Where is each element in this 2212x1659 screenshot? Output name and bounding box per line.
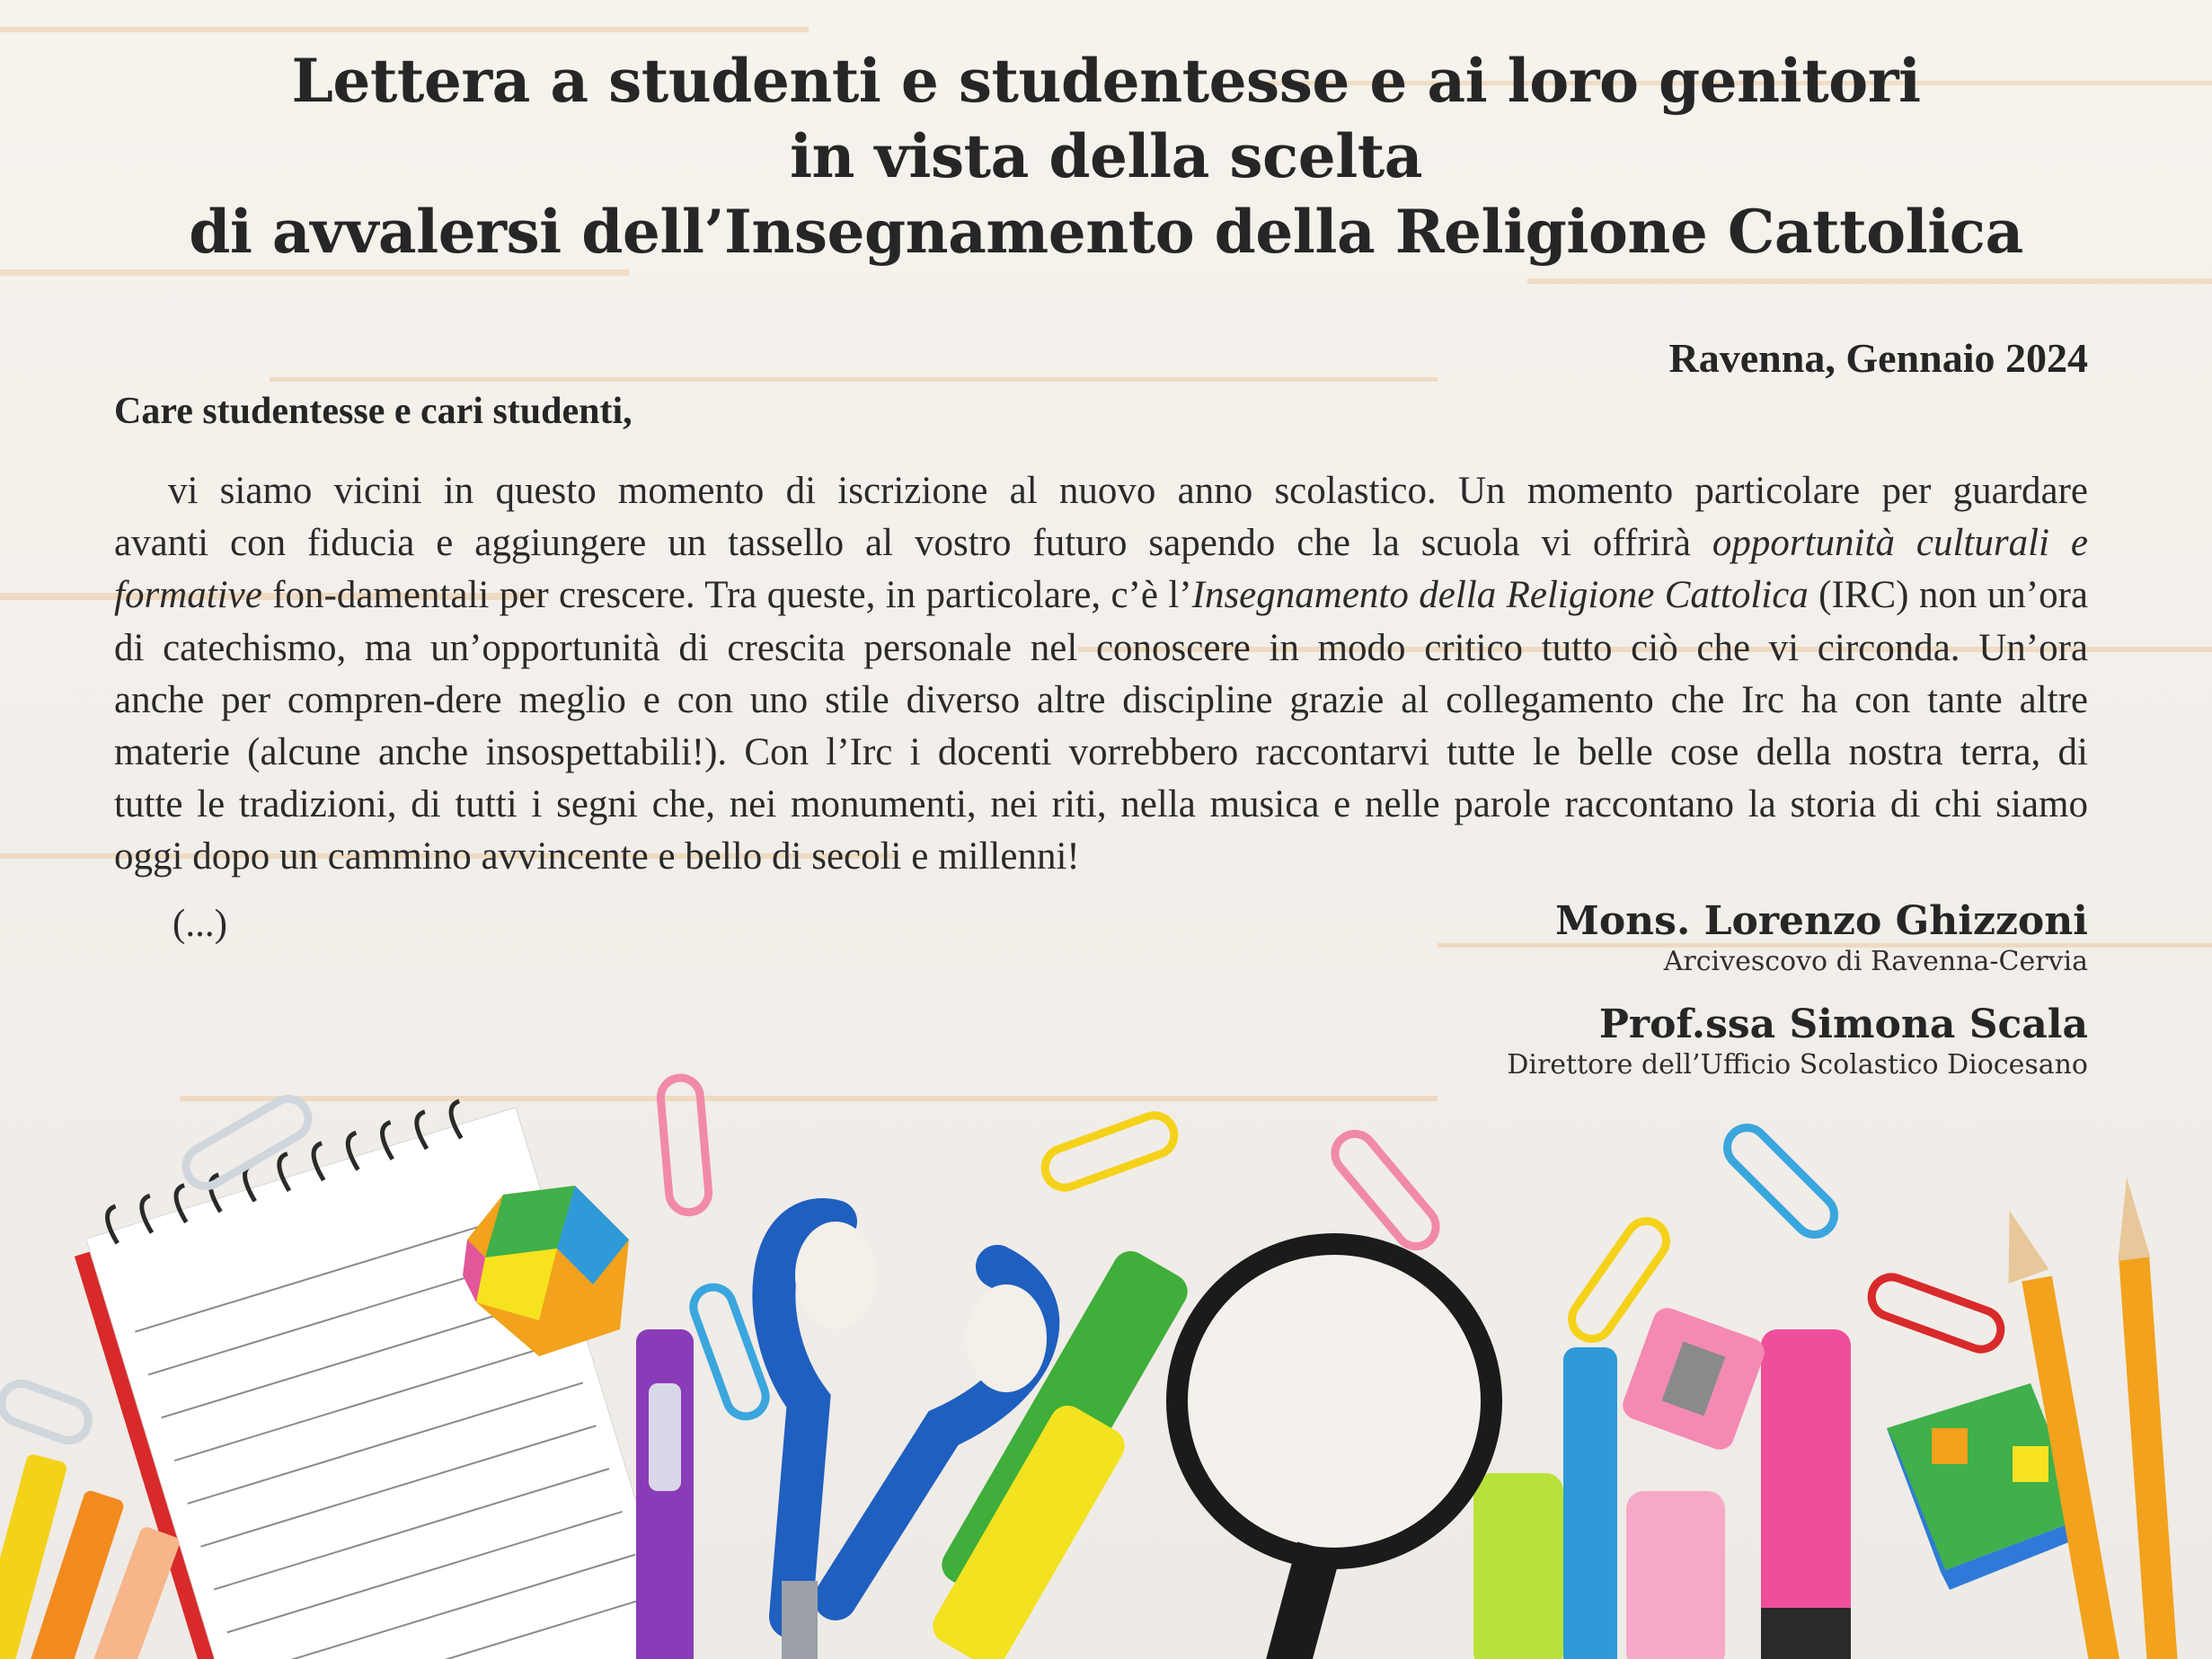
signer-role: Direttore dell’Ufficio Scolastico Diocesano <box>1507 1049 2088 1081</box>
letter-date: Ravenna, Gennaio 2024 <box>1668 335 2088 381</box>
signer-role: Arcivescovo di Ravenna-Cervia <box>1663 946 2088 977</box>
title-line-3: di avvalersi dell’Insegnamento della Religione Cattolica <box>189 197 2023 267</box>
signer-name: Mons. Lorenzo Ghizzoni <box>1555 898 2088 944</box>
salutation: Care studentesse e cari studenti, <box>114 391 633 432</box>
pen-icon <box>636 1329 694 1659</box>
letter-title <box>0 43 2212 269</box>
body-line: materie (alcune anche insospettabili!). Con l’Irc i docenti vorrebbero raccontarvi tutte le belle cose della nostra terra, di <box>114 731 2088 774</box>
body-line: tutte le tradizioni, di tutti i segni che, nei monumenti, nei riti, nella musica e nelle parole raccontano la storia di chi siamo <box>114 783 2088 826</box>
body-line: anche per compren-dere meglio e con uno stile diverso altre discipline grazie al collegamento che Irc ha con tante altre <box>114 678 2088 721</box>
body-line: formative fon-damentali per crescere. Tra queste, in particolare, c’è l’Insegnamento della Religione Cattolica (IRC) non un’ora <box>114 574 2088 617</box>
signer-archbishop <box>1555 898 2088 977</box>
body-line: vi siamo vicini in questo momento di iscrizione al nuovo anno scolastico. Un momento particolare per guardare <box>168 470 2088 512</box>
omission-marker: (...) <box>173 903 227 945</box>
body-line: di catechismo, ma un’opportunità di crescita personale nel conoscere in modo critico tutto ciò che vi circonda. Un’ora <box>114 626 2088 669</box>
letter-body <box>114 465 2088 884</box>
title-line-1: Lettera a studenti e studentesse e ai loro genitori <box>291 46 1921 116</box>
signer-name: Prof.ssa Simona Scala <box>1598 1002 2088 1047</box>
body-line: avanti con fiducia e aggiungere un tassello al vostro futuro sapendo che la scuola vi offrirà opportunità culturali e <box>114 522 2088 565</box>
body-line: oggi dopo un cammino avvincente e bello di secoli e millenni! <box>114 835 1080 878</box>
signer-director <box>1507 1002 2088 1081</box>
title-line-2: in vista della scelta <box>789 121 1423 191</box>
